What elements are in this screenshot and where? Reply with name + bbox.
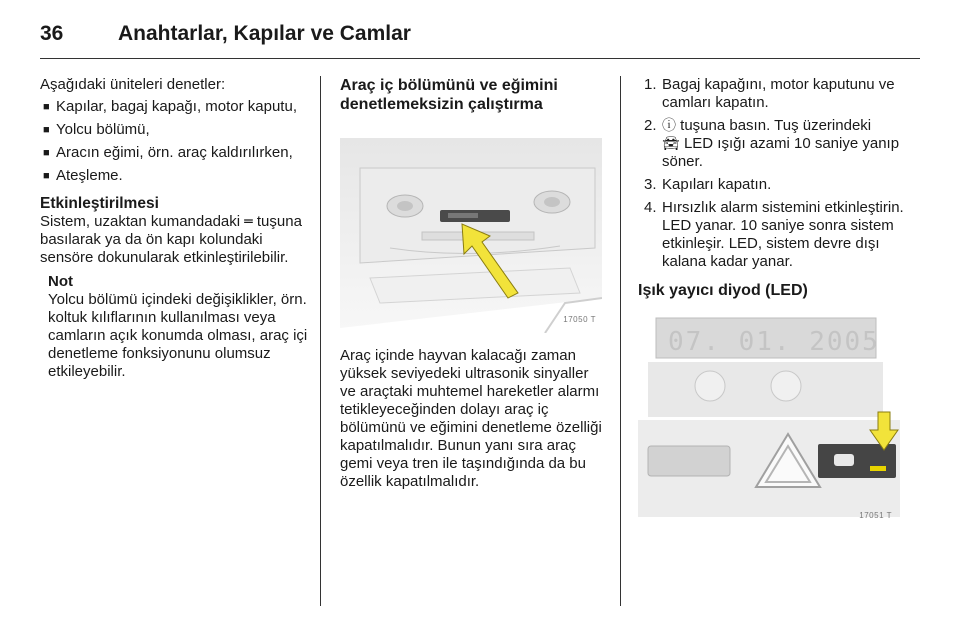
section-paragraph: Araç içinde hayvan kalacağı zaman yüksek seviyedeki ultrasonik sinyaller ve araçtaki muhtemel hareketler alarmı tetikleyeceğinden dolayı araç iç bölümünü ve eğimini denetleme özelliği kapatılmalıdır. Bunun yanı sıra araç gemi veya tren ile taşındığında da bu özellik kapatılmalıdır. — [340, 347, 602, 490]
roof-console-illustration — [340, 128, 602, 333]
list-item: ■ Ateşleme. — [40, 167, 308, 185]
column-2 — [340, 76, 608, 491]
activation-text: Sistem, uzaktan kumandadaki ═ tuşuna basılarak ya da ön kapı kolundaki sensöre dokunularak etkinleştirilebilir. — [40, 213, 302, 266]
header-divider — [40, 58, 920, 59]
list-item: ■ Kapılar, bagaj kapağı, motor kaputu, — [40, 98, 308, 116]
list-item: 2. ⓘ tuşuna basın. Tuş üzerindeki 🚘︎ LED ışığı azami 10 saniye yanıp söner. — [644, 117, 900, 170]
note-text: Yolcu bölümü içindeki değişiklikler, örn. koltuk kılıflarının kullanılması veya camların açık konumda olması, araç içi denetleme fonksiyonunu olumsuz etkileyebilir. — [48, 291, 308, 380]
page-number: 36 — [40, 22, 64, 45]
led-heading: Işık yayıcı diyod (LED) — [638, 282, 808, 299]
clock-display: 07. 01. 2005 — [668, 327, 880, 357]
led-indicator — [870, 466, 886, 471]
car-led-icon: 🚘︎ — [662, 136, 680, 152]
column-3 — [638, 76, 910, 527]
list-item: 4. Hırsızlık alarm sistemini etkinleştirin. LED yanar. 10 saniye sonra sistem etkinleşir. LED, sistem devre dışı kalana kadar yanar. — [644, 199, 904, 270]
note-block — [48, 273, 308, 381]
steps-list — [638, 76, 910, 271]
column-1 — [40, 76, 308, 381]
figure-led-panel — [638, 312, 900, 527]
led-panel-illustration — [638, 312, 900, 527]
list-item: ■ Aracın eğimi, örn. araç kaldırılırken, — [40, 144, 308, 162]
lock-button-icon: ═ — [244, 214, 253, 230]
figure-roof-console — [340, 128, 602, 333]
chapter-title: Anahtarlar, Kapılar ve Camlar — [118, 22, 411, 45]
interior-monitor-icon: ⓘ — [662, 118, 676, 134]
activation-heading: Etkinleştirilmesi — [40, 195, 159, 212]
note-title: Not — [48, 273, 73, 290]
column-divider-2 — [620, 76, 621, 606]
intro-text: Aşağıdaki üniteleri denetler: — [40, 76, 226, 93]
list-item: 3. Kapıları kapatın. — [644, 176, 772, 193]
page-header — [40, 14, 920, 54]
section-heading: Araç iç bölümünü ve eğimini denetlemeksizin çalıştırma — [340, 77, 558, 113]
figure-code: 17050 T — [563, 315, 596, 324]
list-item: ■ Yolcu bölümü, — [40, 121, 308, 139]
list-item: 1. Bagaj kapağını, motor kaputunu ve camları kapatın. — [644, 76, 895, 111]
monitored-units-list — [40, 98, 308, 185]
figure-code: 17051 T — [859, 511, 892, 520]
column-divider-1 — [320, 76, 321, 606]
